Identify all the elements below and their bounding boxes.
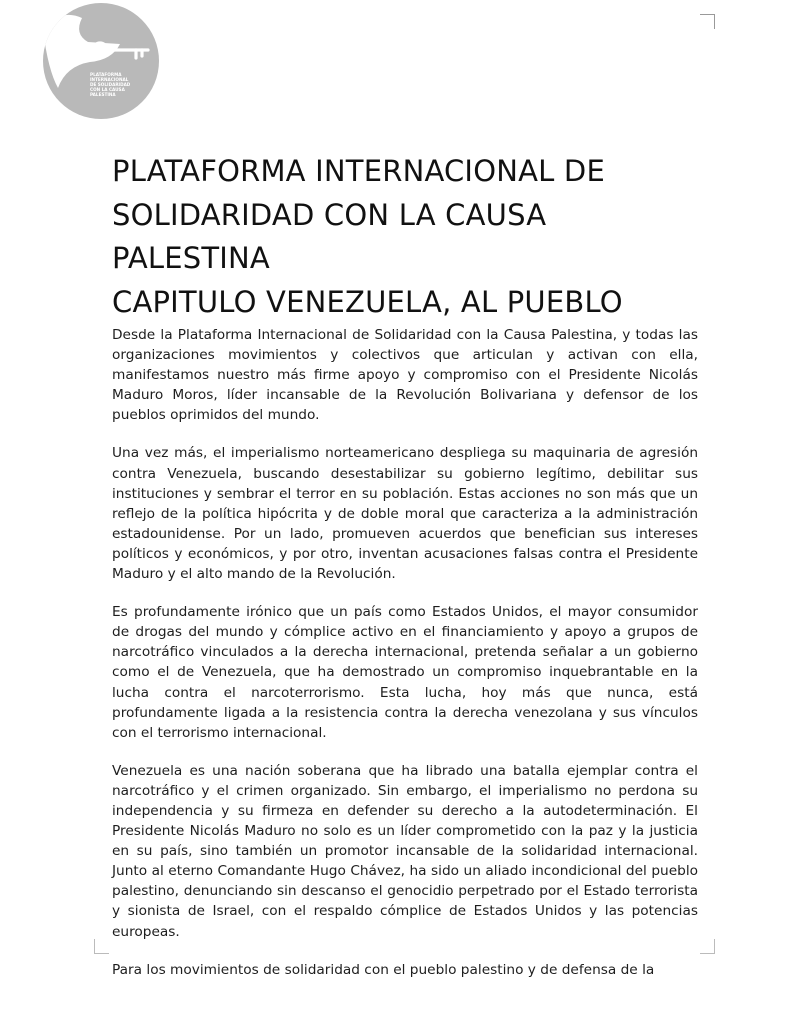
paragraph: Venezuela es una nación soberana que ha librado una batalla ejemplar contra el narcotráfico y el crimen organizado. Sin embargo, el imperialismo no perdona su independencia y su firmeza en defender su derecho a la autodeterminación. El Presidente Nicolás Maduro no solo es un líder comprometido con la paz y la justicia en su país, sino también un promotor incansable de la solidaridad internacional. Junto al eterno Comandante Hugo Chávez, ha sido un aliado incondicional del pueblo palestino, denunciando sin descanso el genocidio perpetrado por el Estado terrorista y sionista de Israel, con el respaldo cómplice de Estados Unidos y las potencias europeas. bbox=[112, 762, 698, 940]
paragraph: Es profundamente irónico que un país como Estados Unidos, el mayor consumidor de drogas del mundo y cómplice activo en el financiamiento y apoyo a grupos de narcotráfico vinculados a la derecha internacional, pretenda señalar a un gobierno como el de Venezuela, que ha demostrado un compromiso inquebrantable en la lucha contra el narcoterrorismo. Esta lucha, hoy más que nunca, está profundamente ligada a la resistencia contra la derecha venezolana y sus vínculos con el terrorismo internacional. bbox=[112, 604, 698, 741]
logo-text-line: INTERNACIONAL bbox=[90, 77, 129, 82]
crop-mark-bottom-left bbox=[94, 939, 109, 954]
crop-mark-bottom-right bbox=[700, 939, 715, 954]
title-line: PALESTINA bbox=[112, 241, 270, 275]
logo-text-line: DE SOLIDARIDAD bbox=[90, 82, 131, 87]
logo-text-line: PLATAFORMA bbox=[90, 72, 122, 77]
logo-text-line: CON LA CAUSA bbox=[90, 87, 125, 92]
title-line: CAPITULO VENEZUELA, AL PUEBLO bbox=[112, 284, 623, 319]
paragraph: Una vez más, el imperialismo norteamericano despliega su maquinaria de agresión contra Venezuela, buscando desestabilizar su gobierno legítimo, debilitar sus instituciones y sembrar el terror en su población. Estas acciones no son más que un reflejo de la política hipócrita y de doble moral que caracteriza a la administración estadounidense. Por un lado, promueven acuerdos que benefician sus intereses políticos y económicos, y por otro, inventan acusaciones falsas contra el Presidente Maduro y el alto mando de la Revolución. bbox=[112, 445, 698, 583]
document-title bbox=[112, 150, 712, 324]
logo-text-line: PALESTINA bbox=[90, 92, 116, 97]
paragraph: Para los movimientos de solidaridad con el pueblo palestino y de defensa de la bbox=[112, 961, 655, 978]
title-line: PLATAFORMA INTERNACIONAL DE bbox=[112, 154, 605, 188]
crop-mark-top-right bbox=[700, 14, 715, 29]
paragraph: Desde la Plataforma Internacional de Solidaridad con la Causa Palestina, y todas las organizaciones movimientos y colectivos que articulan y activan con ella, manifestamos nuestro más firme apoyo y compromiso con el Presidente Nicolás Maduro Moros, líder incansable de la Revolución Bolivariana y defensor de los pueblos oprimidos del mundo. bbox=[112, 327, 698, 424]
title-line: SOLIDARIDAD CON LA CAUSA bbox=[112, 197, 547, 232]
key-dove-logo bbox=[40, 0, 162, 122]
document-body bbox=[112, 325, 698, 978]
